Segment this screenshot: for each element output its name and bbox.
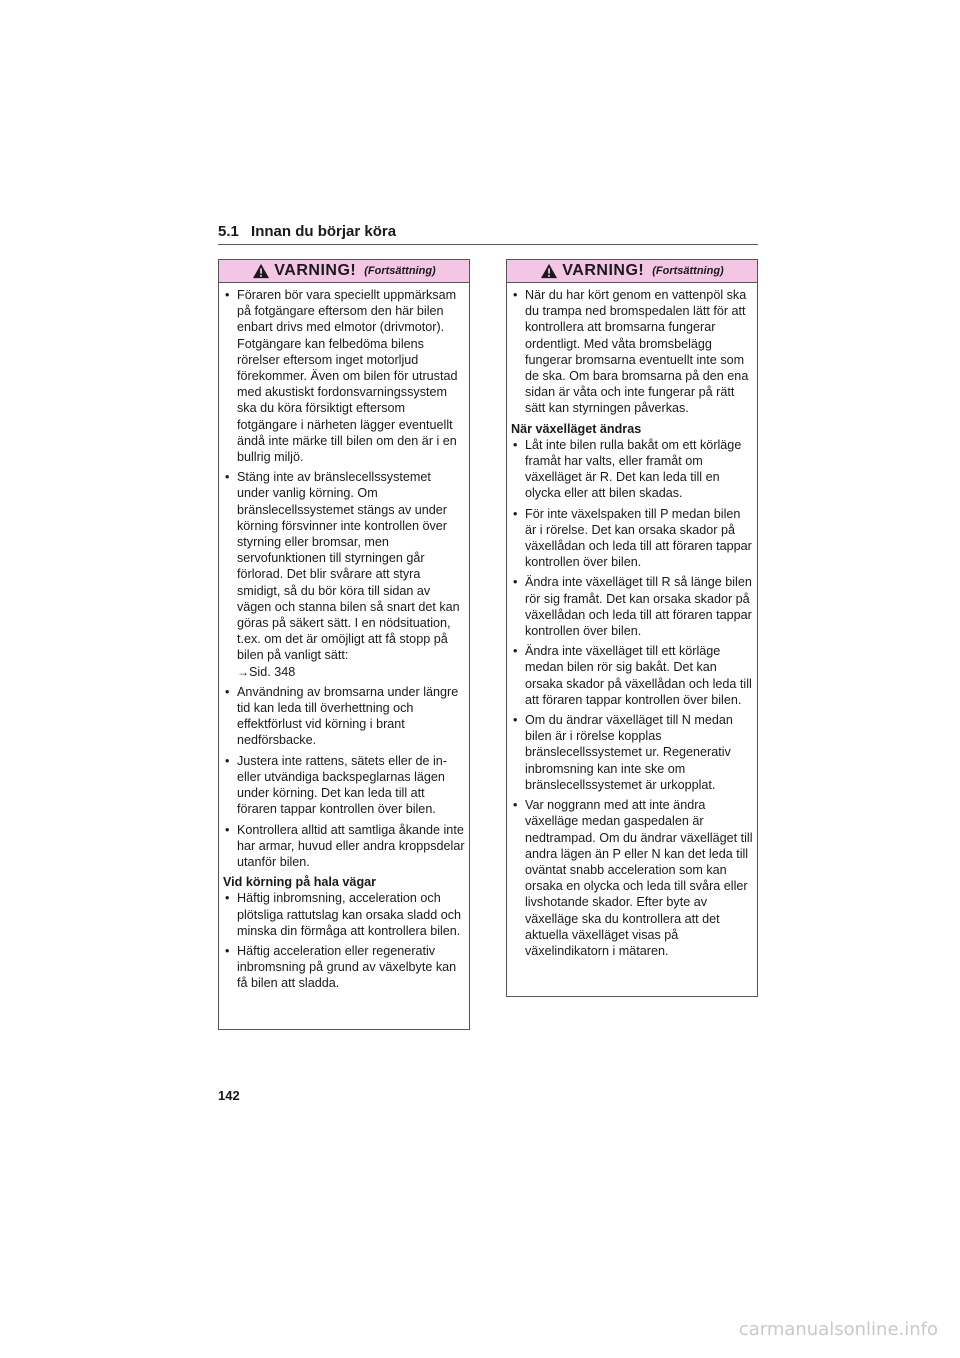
list-item: • Ändra inte växelläget till ett körläge medan bilen rör sig bakåt. Det kan orsaka skador på växellådan och leda till att föraren tappar kontrollen över bilen. <box>511 643 753 708</box>
list-item: • Om du ändrar växelläget till N medan bilen är i rörelse kopplas bränslecellssystemet ur. Regenerativ inbromsning kan inte ske om bränslecellssystemet är urkopplat. <box>511 712 753 793</box>
warning-title: VARNING! <box>562 262 645 279</box>
list-item: • Kontrollera alltid att samtliga åkande inte har armar, huvud eller andra kroppsdelar utanför bilen. <box>223 822 465 871</box>
list-item: • Häftig inbromsning, acceleration och plötsliga rattutslag kan orsaka sladd och minska din förmåga att kontrollera bilen. <box>223 890 465 939</box>
warning-subtitle: (Fortsättning) <box>364 265 436 277</box>
list-item-text: Stäng inte av bränslecellssystemet under vanlig körning. Om bränslecellssystemet stängs av under körning försvinner inte kontrollen över styrning eller bromsar, men servofunktionen till styrningen går förlorad. Det blir svårare att styra smidigt, så du bör köra till sidan av vägen och stanna bilen så snart det kan göras på säkert sätt. I en nödsituation, t.ex. om det är omöjligt att få stopp på bilen på vanligt sätt: <box>237 470 460 663</box>
warning-header <box>507 260 757 283</box>
warning-box-right <box>506 259 758 997</box>
warning-list <box>511 287 753 417</box>
list-item: • Föraren bör vara speciellt uppmärksam på fotgängare eftersom den här bilen enbart drivs med elmotor (drivmotor). Fotgängare kan felbedöma bilens rörelser eftersom inget motorljud förekommer. Även om bilen för utrustad med akustiskt fordonsvarningssystem ska du köra försiktigt eftersom fotgängare i närheten lägger eventuellt ändå inte märke till bilen om den är i en bullrig miljö. <box>223 287 465 465</box>
warning-subtitle: (Fortsättning) <box>652 265 724 277</box>
list-item: • Låt inte bilen rulla bakåt om ett körläge framåt har valts, eller framåt om växelläget är R. Det kan leda till en olycka eller att bilen skadas. <box>511 437 753 502</box>
warning-list <box>223 890 465 991</box>
watermark: carmanualsonline.info <box>738 1319 938 1340</box>
warning-body <box>219 283 469 992</box>
list-item: • Justera inte rattens, sätets eller de in- eller utvändiga backspeglarnas lägen under körning. Det kan leda till att föraren tappar kontrollen över bilen. <box>223 753 465 818</box>
list-item: • När du har kört genom en vattenpöl ska du trampa ned bromspedalen lätt för att kontrollera att bromsarna fungerar ordentligt. Med våta bromsbelägg fungerar bromsarna eventuellt inte som de ska. Om bara bromsarna på den ena sidan är våta och inte fungerar på rätt sätt kan styrningen påverkas. <box>511 287 753 417</box>
section-title: Innan du börjar köra <box>251 223 397 240</box>
warning-triangle-icon <box>252 263 270 279</box>
list-item: • Användning av bromsarna under längre tid kan leda till överhettning och effektförlust vid körning i brant nedförsbacke. <box>223 684 465 749</box>
warning-body <box>507 283 757 959</box>
page-reference-link[interactable]: Sid. 348 <box>249 664 296 679</box>
warning-list <box>223 287 465 870</box>
list-item: • Häftig acceleration eller regenerativ inbromsning på grund av växelbyte kan få bilen att sladda. <box>223 943 465 992</box>
list-item: • Ändra inte växelläget till R så länge bilen rör sig framåt. Det kan orsaka skador på växellådan och leda till att föraren tappar kontrollen över bilen. <box>511 574 753 639</box>
subheading: När växelläget ändras <box>511 421 642 436</box>
warning-triangle-icon <box>540 263 558 279</box>
list-item: • Var noggrann med att inte ändra växelläge medan gaspedalen är nedtrampad. Om du ändrar växelläget till andra lägen än P eller N kan det leda till oväntat snabb acceleration som kan orsaka en olycka och leda till svåra eller livshotande skador. Efter byte av växelläge ska du kontrollera att det aktuella växelläget visas på växelindikatorn i mätaren. <box>511 797 753 959</box>
arrow-right-icon: → <box>237 664 249 679</box>
list-item: • För inte växelspaken till P medan bilen är i rörelse. Det kan orsaka skador på växellådan och leda till att föraren tappar kontrollen över bilen. <box>511 506 753 571</box>
section-number: 5.1 <box>218 223 239 240</box>
subheading: Vid körning på hala vägar <box>223 875 377 890</box>
warning-box-left <box>218 259 470 1030</box>
list-item <box>223 469 465 680</box>
warning-list <box>511 437 753 959</box>
section-header <box>218 222 758 245</box>
warning-header <box>219 260 469 283</box>
page-number: 142 <box>218 1088 240 1103</box>
warning-title: VARNING! <box>274 262 357 279</box>
